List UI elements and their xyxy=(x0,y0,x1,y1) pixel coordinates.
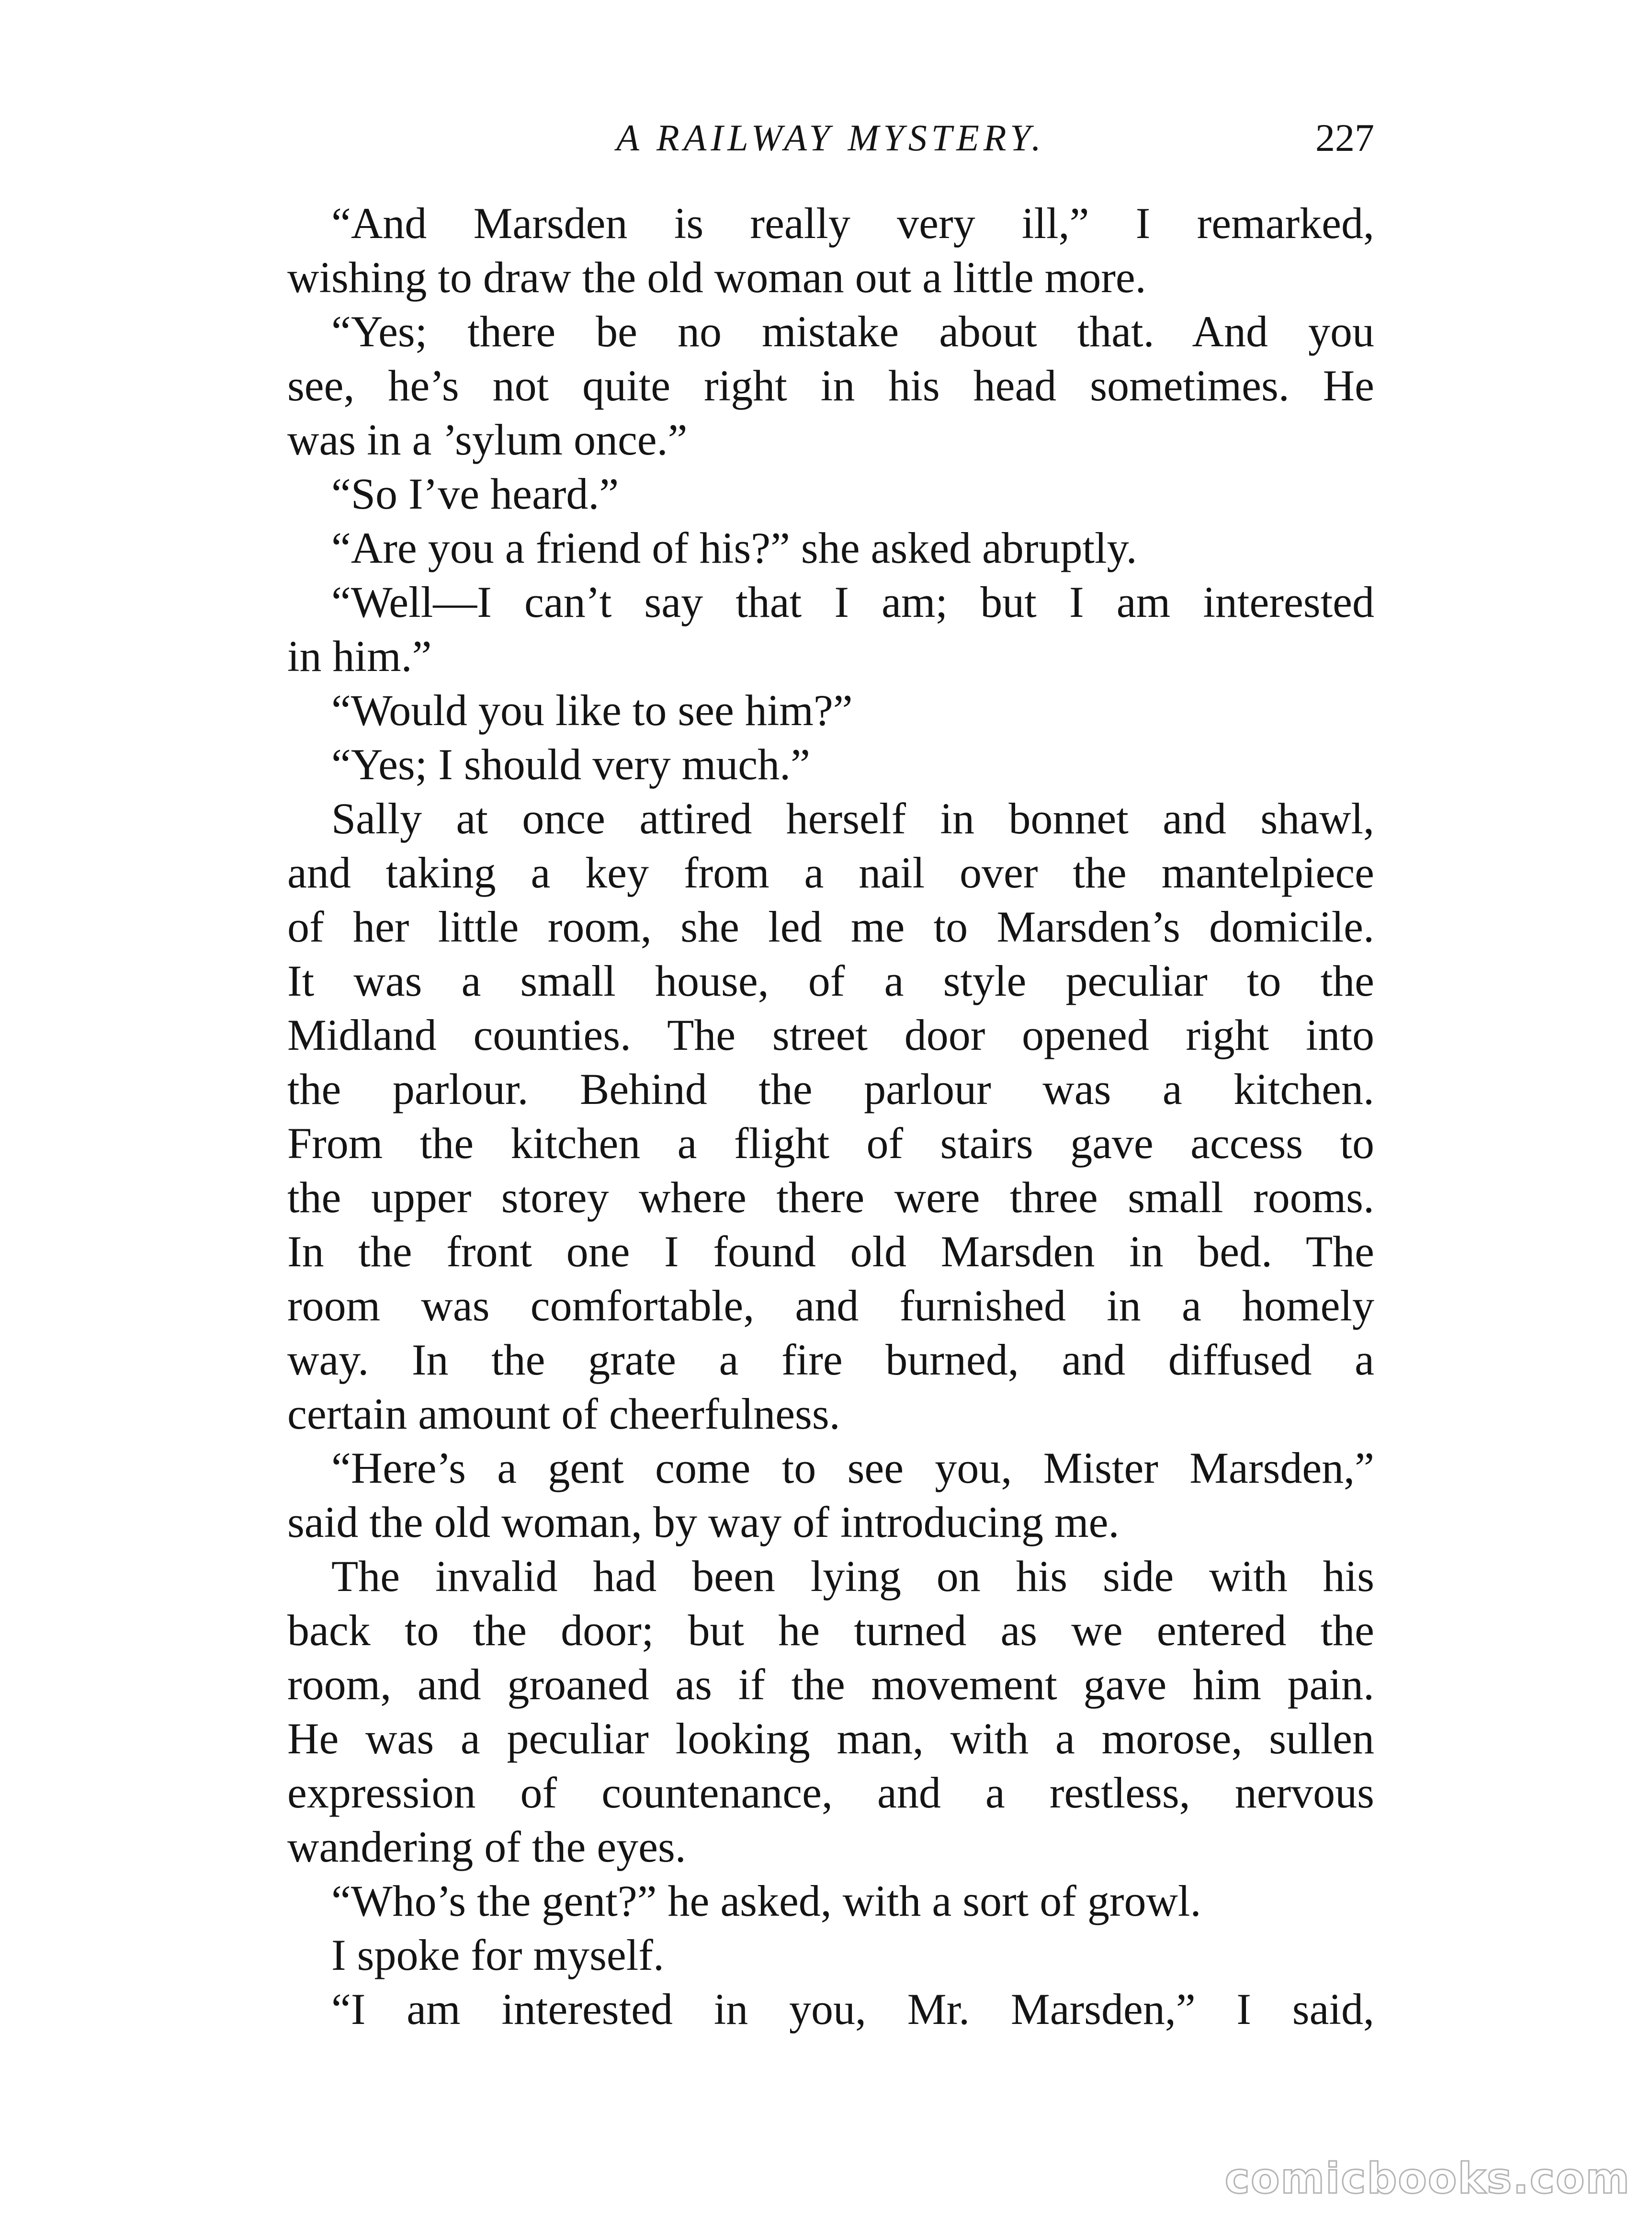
text-line: of her little room, she led me to Marsden’s domicile. xyxy=(287,902,1374,951)
text-line: “So I’ve heard.” xyxy=(331,469,619,518)
text-line: “Yes; there be no mistake about that. And you xyxy=(331,307,1374,356)
text-line: certain amount of cheerfulness. xyxy=(287,1389,840,1438)
text-line: back to the door; but he turned as we entered the xyxy=(287,1606,1374,1655)
text-line: From the kitchen a flight of stairs gave access to xyxy=(287,1119,1374,1168)
site-watermark: comicbooks.com xyxy=(1224,2154,1630,2203)
text-line: “Well—I can’t say that I am; but I am interested xyxy=(331,578,1374,626)
text-line: the upper storey where there were three small rooms. xyxy=(287,1173,1374,1222)
running-head xyxy=(287,114,1374,162)
text-line: It was a small house, of a style peculiar to the xyxy=(287,956,1374,1005)
text-line: wishing to draw the old woman out a little more. xyxy=(287,253,1146,302)
body-text xyxy=(287,196,1374,2036)
text-line: “And Marsden is really very ill,” I remarked, xyxy=(331,199,1374,248)
text-line: “Yes; I should very much.” xyxy=(331,740,810,789)
text-line: Sally at once attired herself in bonnet and shawl, xyxy=(331,794,1374,843)
text-line: room was comfortable, and furnished in a homely xyxy=(287,1281,1374,1330)
text-line: and taking a key from a nail over the mantelpiece xyxy=(287,848,1374,897)
text-line: was in a ’sylum once.” xyxy=(287,415,688,464)
text-line: In the front one I found old Marsden in bed. The xyxy=(287,1227,1374,1276)
text-line: way. In the grate a fire burned, and diffused a xyxy=(287,1335,1374,1384)
text-line: The invalid had been lying on his side with his xyxy=(331,1552,1374,1601)
text-line: He was a peculiar looking man, with a morose, sullen xyxy=(287,1714,1374,1763)
text-line: see, he’s not quite right in his head sometimes. He xyxy=(287,361,1374,410)
page-number: 227 xyxy=(1315,116,1374,159)
text-line: room, and groaned as if the movement gave him pain. xyxy=(287,1660,1374,1709)
text-line: said the old woman, by way of introducing me. xyxy=(287,1498,1120,1546)
running-title: A RAILWAY MYSTERY. xyxy=(616,117,1045,159)
text-line: wandering of the eyes. xyxy=(287,1822,686,1871)
text-line: “Would you like to see him?” xyxy=(331,686,853,735)
text-line: Midland counties. The street door opened right into xyxy=(287,1011,1374,1059)
text-line: in him.” xyxy=(287,632,432,681)
text-line: “Here’s a gent come to see you, Mister Marsden,” xyxy=(331,1443,1374,1492)
text-line: “Who’s the gent?” he asked, with a sort of growl. xyxy=(331,1876,1201,1925)
text-line: “Are you a friend of his?” she asked abruptly. xyxy=(331,523,1137,572)
text-line: I spoke for myself. xyxy=(331,1931,664,1979)
text-line: the parlour. Behind the parlour was a kitchen. xyxy=(287,1065,1374,1114)
text-line: expression of countenance, and a restless, nervous xyxy=(287,1768,1374,1817)
text-line: “I am interested in you, Mr. Marsden,” I said, xyxy=(331,1985,1374,2034)
